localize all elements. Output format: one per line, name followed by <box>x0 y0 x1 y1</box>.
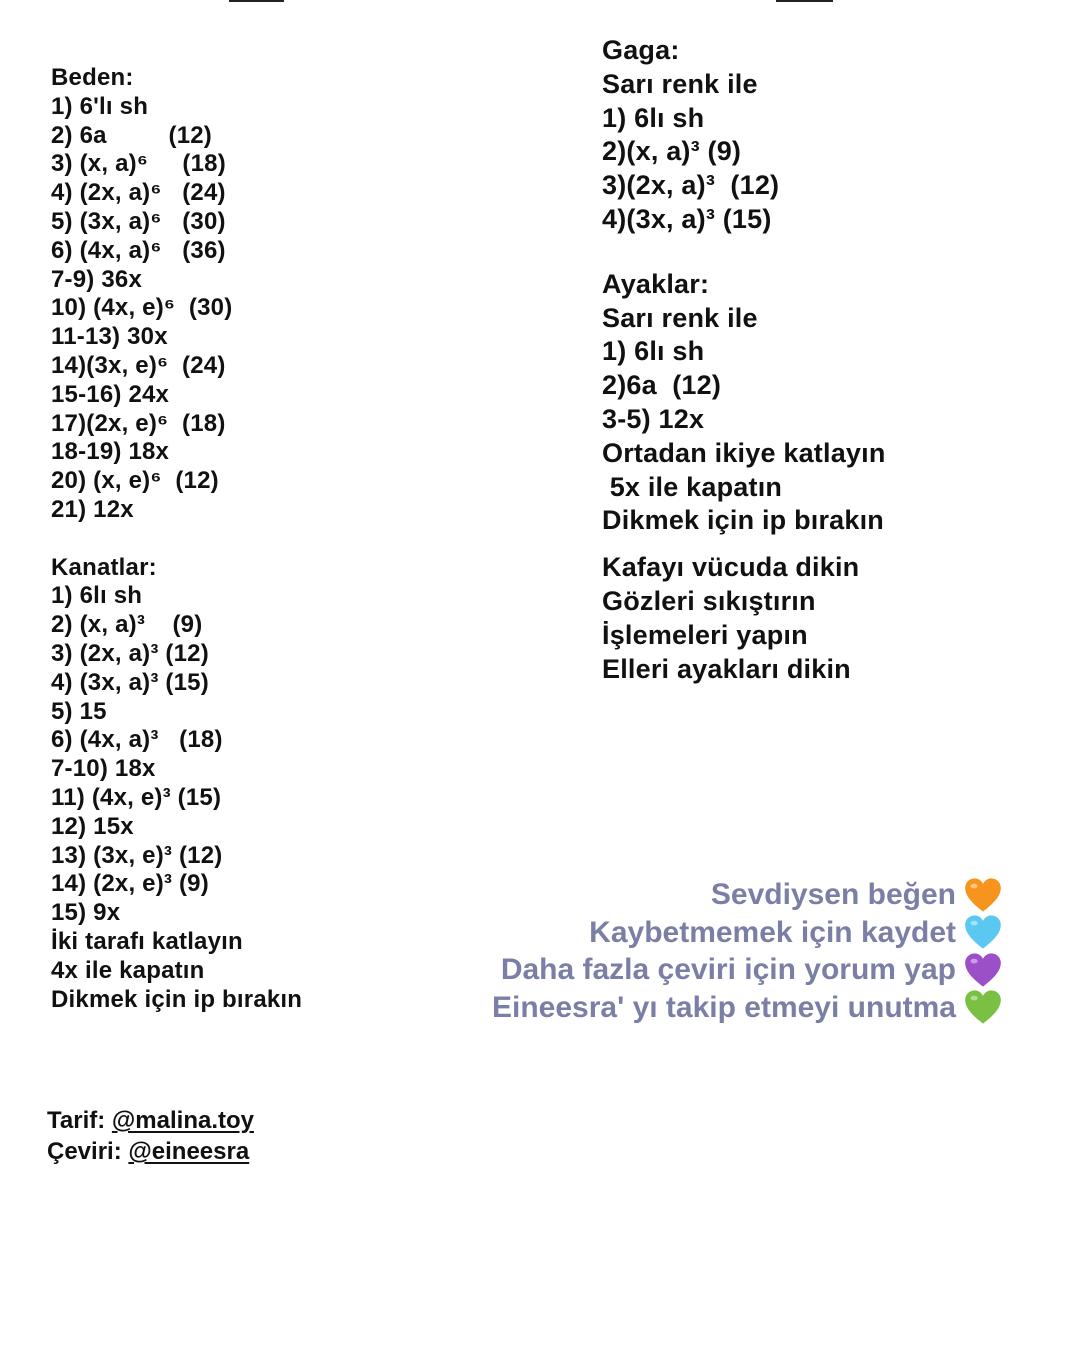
cta-text: Kaybetmemek için kaydet <box>589 915 956 949</box>
step-line: 1) 6lı sh <box>602 102 705 133</box>
recipe-handle-link[interactable]: @malina.toy <box>111 1107 254 1134</box>
step-line: 4)(3x, a)³ (15) <box>602 203 772 234</box>
step-line: 11-13) 30x <box>51 323 168 351</box>
step-line: Sarı renk ile <box>602 68 758 99</box>
step-line: Dikmek için ip bırakın <box>602 505 884 536</box>
cta-line <box>492 989 1002 1027</box>
step-line: 17)(2x, e)⁶ (18) <box>51 409 226 437</box>
step-line: 2)6a (12) <box>602 370 722 401</box>
kanatlar-steps <box>51 582 471 1014</box>
step-line: 1) 6'lı sh <box>51 92 149 120</box>
step-line: Dikmek için ip bırakın <box>51 985 303 1013</box>
section-finishing <box>602 551 1042 686</box>
step-line: 21) 12x <box>51 495 134 523</box>
section-title: Kanatlar: <box>51 553 157 581</box>
credits <box>47 1105 254 1167</box>
purple-heart-icon <box>964 952 1002 988</box>
section-beden <box>51 64 471 525</box>
cta-line <box>492 876 1002 914</box>
section-kanatlar <box>51 554 471 1015</box>
step-line: 6) (4x, a)³ (18) <box>51 726 223 754</box>
blue-heart-icon <box>964 914 1002 950</box>
recipe-label: Tarif: <box>47 1107 106 1134</box>
cta-text: Daha fazla çeviri için yorum yap <box>500 953 956 986</box>
step-line: Sarı renk ile <box>602 302 758 333</box>
step-line: Ortadan ikiye katlayın <box>602 437 886 468</box>
right-column <box>602 34 1042 686</box>
step-line: 3-5) 12x <box>602 403 705 434</box>
cta-text: Sevdiysen beğen <box>710 878 956 911</box>
step-line: 1) 6lı sh <box>51 582 143 610</box>
step-line: 10) (4x, e)⁶ (30) <box>51 294 233 322</box>
step-line: 14)(3x, e)⁶ (24) <box>51 351 226 379</box>
left-column <box>51 64 471 1014</box>
section-title: Beden: <box>51 64 134 91</box>
step-line: 3) (2x, a)³ (12) <box>51 639 209 667</box>
call-to-action <box>492 876 1002 1026</box>
step-line: 14) (2x, e)³ (9) <box>51 870 209 898</box>
step-line: 11) (4x, e)³ (15) <box>51 783 222 811</box>
section-title: Gaga: <box>602 35 680 65</box>
top-edge-mark-left <box>229 0 284 2</box>
section-gaga <box>602 34 1042 237</box>
step-line: 7-10) 18x <box>51 755 156 783</box>
translation-label: Çeviri: <box>47 1138 122 1165</box>
step-line: 7-9) 36x <box>51 265 142 293</box>
step-line: Kafayı vücuda dikin <box>602 552 860 583</box>
beden-steps <box>51 93 471 525</box>
step-line: Gözleri sıkıştırın <box>602 585 816 616</box>
step-line: 4x ile kapatın <box>51 956 205 984</box>
step-line: 2) (x, a)³ (9) <box>51 611 203 639</box>
step-line: 20) (x, e)⁶ (12) <box>51 467 219 495</box>
cta-line <box>492 951 1002 989</box>
step-line: İki tarafı katlayın <box>51 927 243 955</box>
step-line: 4) (2x, a)⁶ (24) <box>51 179 226 207</box>
translation-handle-link[interactable]: @eineesra <box>128 1138 250 1165</box>
step-line: 3)(2x, a)³ (12) <box>602 170 780 201</box>
step-line: 2)(x, a)³ (9) <box>602 136 742 167</box>
step-line: Elleri ayakları dikin <box>602 653 851 684</box>
step-line: 15-16) 24x <box>51 380 170 408</box>
translation-credit <box>47 1136 254 1167</box>
step-line: İşlemeleri yapın <box>602 619 808 650</box>
orange-heart-icon <box>964 877 1002 913</box>
step-line: 5x ile kapatın <box>602 471 783 502</box>
section-title: Ayaklar: <box>602 268 710 299</box>
cta-text: Eineesra' yı takip etmeyi unutma <box>492 990 956 1024</box>
step-line: 5) (3x, a)⁶ (30) <box>51 207 226 235</box>
step-line: 13) (3x, e)³ (12) <box>51 841 223 869</box>
step-line: 4) (3x, a)³ (15) <box>51 668 209 696</box>
step-line: 1) 6lı sh <box>602 336 705 367</box>
section-ayaklar <box>602 268 1042 538</box>
step-line: 15) 9x <box>51 899 121 927</box>
step-line: 2) 6a (12) <box>51 121 212 149</box>
top-edge-mark-right <box>776 0 833 2</box>
ayaklar-steps <box>602 302 1042 539</box>
step-line: 5) 15 <box>51 697 107 725</box>
step-line: 6) (4x, a)⁶ (36) <box>51 236 226 264</box>
step-line: 3) (x, a)⁶ (18) <box>51 150 226 178</box>
cta-line <box>492 914 1002 952</box>
step-line: 18-19) 18x <box>51 438 170 466</box>
step-line: 12) 15x <box>51 812 134 840</box>
recipe-credit <box>47 1105 254 1136</box>
gaga-steps <box>602 68 1042 237</box>
green-heart-icon <box>964 989 1002 1025</box>
